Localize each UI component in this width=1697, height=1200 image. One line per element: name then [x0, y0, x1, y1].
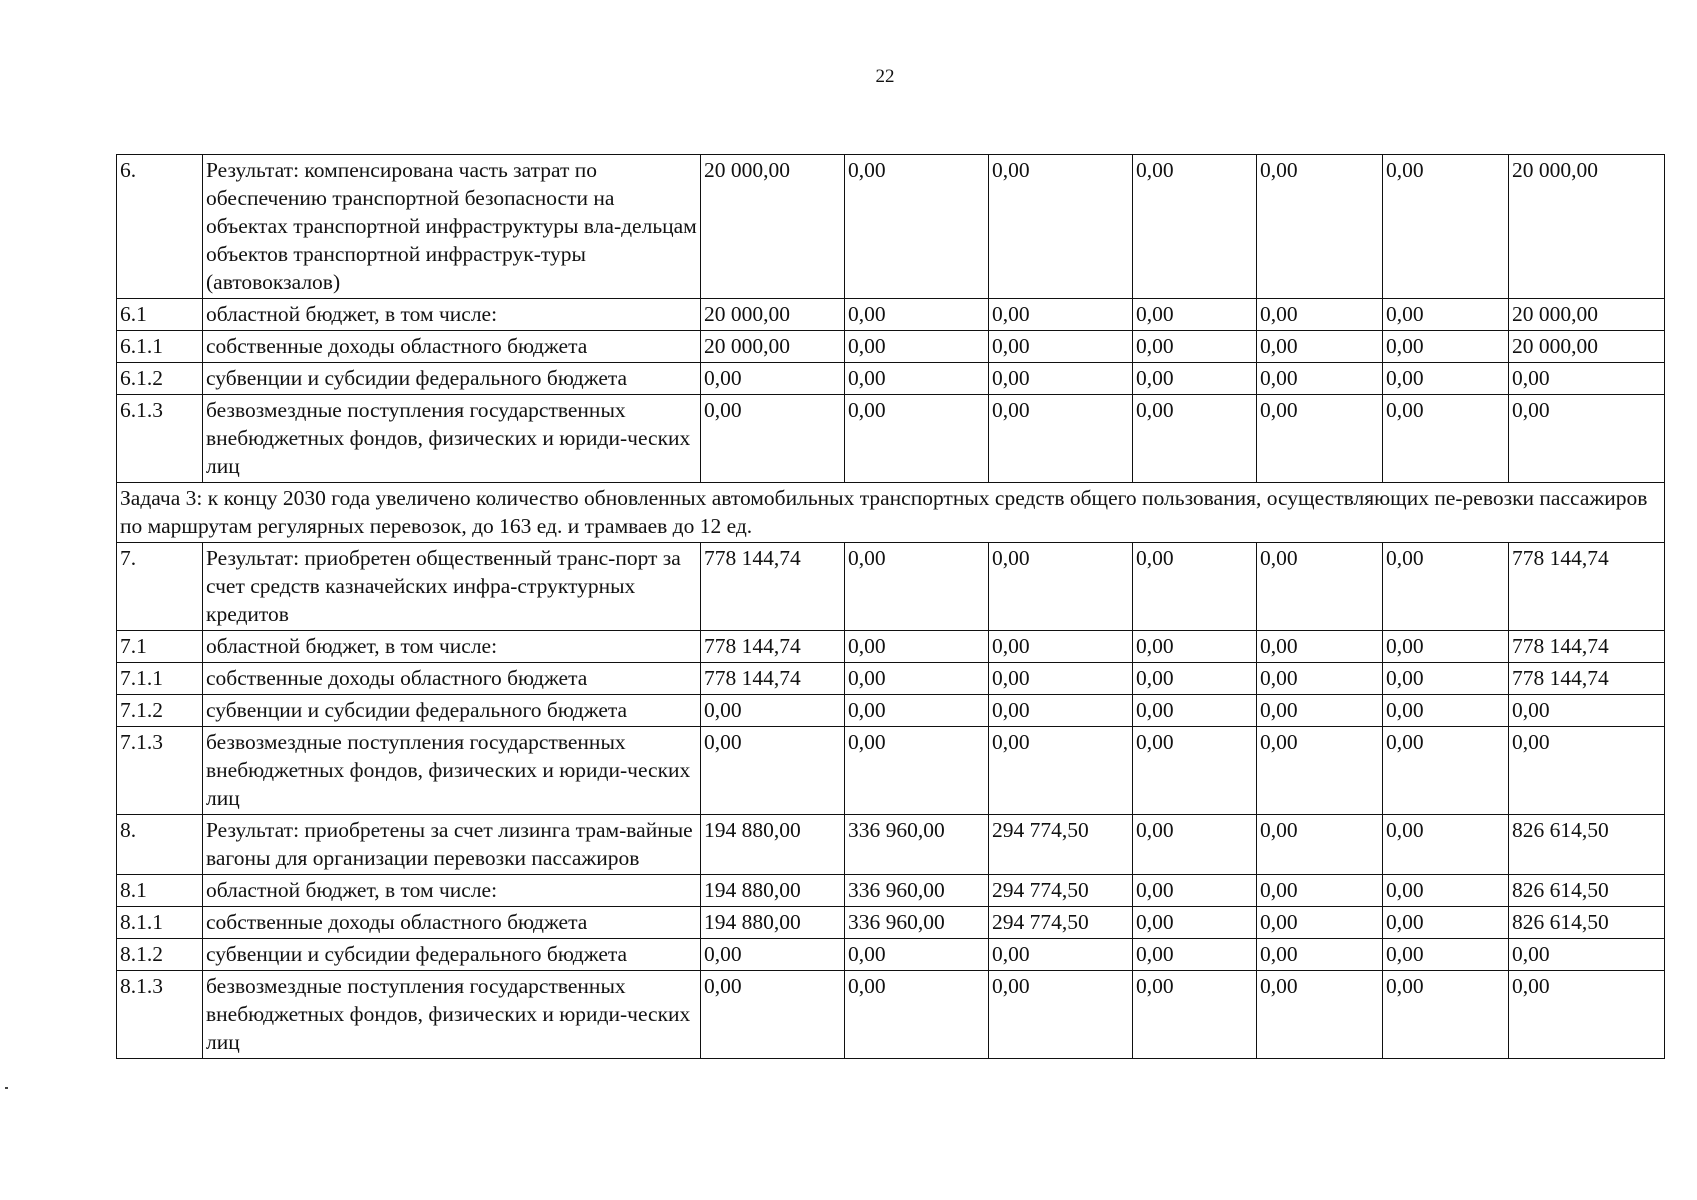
value-cell: 0,00: [1383, 155, 1509, 299]
value-cell: 0,00: [1257, 875, 1383, 907]
row-name: собственные доходы областного бюджета: [203, 331, 701, 363]
value-cell: 0,00: [1383, 363, 1509, 395]
value-cell: 0,00: [1383, 663, 1509, 695]
value-cell: 0,00: [845, 363, 989, 395]
value-cell: 0,00: [1383, 543, 1509, 631]
row-number: 7.1.1: [117, 663, 203, 695]
value-cell: 0,00: [1257, 363, 1383, 395]
row-number: 6.1.1: [117, 331, 203, 363]
row-number: 7.1.2: [117, 695, 203, 727]
table-row: [117, 395, 1665, 483]
value-cell: 0,00: [701, 971, 845, 1059]
table-row: [117, 815, 1665, 875]
value-cell: 0,00: [701, 363, 845, 395]
value-cell: 0,00: [1383, 299, 1509, 331]
row-name: областной бюджет, в том числе:: [203, 299, 701, 331]
value-cell: 0,00: [1383, 727, 1509, 815]
value-cell: 0,00: [1509, 363, 1665, 395]
value-cell: 0,00: [989, 363, 1133, 395]
value-cell: 0,00: [701, 395, 845, 483]
row-number: 8.1.3: [117, 971, 203, 1059]
value-cell: 0,00: [1257, 815, 1383, 875]
value-cell: 0,00: [1133, 395, 1257, 483]
value-cell: 0,00: [989, 155, 1133, 299]
value-cell: 0,00: [1509, 971, 1665, 1059]
value-cell: 0,00: [1133, 663, 1257, 695]
value-cell: 194 880,00: [701, 815, 845, 875]
value-cell: 294 774,50: [989, 815, 1133, 875]
value-cell: 0,00: [989, 331, 1133, 363]
value-cell: 0,00: [1257, 939, 1383, 971]
value-cell: 0,00: [989, 299, 1133, 331]
value-cell: 778 144,74: [701, 631, 845, 663]
value-cell: 826 614,50: [1509, 815, 1665, 875]
value-cell: 0,00: [845, 663, 989, 695]
value-cell: 20 000,00: [1509, 299, 1665, 331]
value-cell: 194 880,00: [701, 907, 845, 939]
budget-table: [116, 154, 1665, 1059]
value-cell: 0,00: [1133, 907, 1257, 939]
value-cell: 0,00: [1133, 331, 1257, 363]
value-cell: 0,00: [1257, 331, 1383, 363]
row-name: безвозмездные поступления государственных внебюджетных фондов, физических и юриди-ческих лиц: [203, 727, 701, 815]
value-cell: 0,00: [845, 155, 989, 299]
table-row: [117, 631, 1665, 663]
value-cell: 0,00: [1509, 695, 1665, 727]
value-cell: 0,00: [845, 727, 989, 815]
row-name: субвенции и субсидии федерального бюджета: [203, 695, 701, 727]
value-cell: 0,00: [1383, 939, 1509, 971]
value-cell: 336 960,00: [845, 875, 989, 907]
table-row: [117, 543, 1665, 631]
row-name: Результат: компенсирована часть затрат по обеспечению транспортной безопасности на объектах транспортной инфраструктуры вла-дельцам объектов транспортной инфраструк-туры (автовокзалов): [203, 155, 701, 299]
value-cell: 778 144,74: [1509, 543, 1665, 631]
row-number: 7.: [117, 543, 203, 631]
value-cell: 0,00: [1133, 695, 1257, 727]
value-cell: 0,00: [989, 727, 1133, 815]
table-row: [117, 155, 1665, 299]
value-cell: 0,00: [1133, 363, 1257, 395]
value-cell: 0,00: [1257, 907, 1383, 939]
value-cell: 0,00: [1383, 695, 1509, 727]
value-cell: 0,00: [1257, 727, 1383, 815]
value-cell: 0,00: [845, 299, 989, 331]
value-cell: 0,00: [1133, 299, 1257, 331]
value-cell: 0,00: [1257, 299, 1383, 331]
value-cell: 0,00: [989, 695, 1133, 727]
table-row: [117, 331, 1665, 363]
value-cell: 0,00: [701, 939, 845, 971]
value-cell: 0,00: [989, 939, 1133, 971]
row-name: Результат: приобретен общественный транс-порт за счет средств казначейских инфра-структурных кредитов: [203, 543, 701, 631]
table-row: [117, 727, 1665, 815]
value-cell: 0,00: [1133, 155, 1257, 299]
value-cell: 0,00: [1509, 727, 1665, 815]
row-number: 7.1.3: [117, 727, 203, 815]
value-cell: 0,00: [1257, 395, 1383, 483]
row-name: Результат: приобретены за счет лизинга трам-вайные вагоны для организации перевозки пассажиров: [203, 815, 701, 875]
value-cell: 0,00: [845, 395, 989, 483]
value-cell: 0,00: [1133, 543, 1257, 631]
row-number: 8.1.2: [117, 939, 203, 971]
table-row: [117, 695, 1665, 727]
value-cell: 20 000,00: [1509, 331, 1665, 363]
row-number: 6.1.3: [117, 395, 203, 483]
value-cell: 0,00: [701, 695, 845, 727]
value-cell: 0,00: [1133, 971, 1257, 1059]
value-cell: 20 000,00: [701, 331, 845, 363]
value-cell: 20 000,00: [701, 155, 845, 299]
row-number: 6.1: [117, 299, 203, 331]
value-cell: 0,00: [1257, 155, 1383, 299]
row-number: 7.1: [117, 631, 203, 663]
value-cell: 0,00: [989, 543, 1133, 631]
row-name: субвенции и субсидии федерального бюджета: [203, 939, 701, 971]
value-cell: 0,00: [1257, 631, 1383, 663]
value-cell: 826 614,50: [1509, 875, 1665, 907]
row-number: 8.1: [117, 875, 203, 907]
value-cell: 0,00: [845, 331, 989, 363]
value-cell: 0,00: [1133, 727, 1257, 815]
value-cell: 336 960,00: [845, 815, 989, 875]
value-cell: 336 960,00: [845, 907, 989, 939]
value-cell: 0,00: [1383, 395, 1509, 483]
value-cell: 0,00: [845, 631, 989, 663]
row-name: областной бюджет, в том числе:: [203, 875, 701, 907]
table-row: [117, 663, 1665, 695]
value-cell: 0,00: [989, 971, 1133, 1059]
value-cell: 0,00: [845, 543, 989, 631]
value-cell: 20 000,00: [1509, 155, 1665, 299]
row-number: 8.: [117, 815, 203, 875]
row-number: 6.1.2: [117, 363, 203, 395]
value-cell: 0,00: [989, 395, 1133, 483]
value-cell: 294 774,50: [989, 907, 1133, 939]
value-cell: 294 774,50: [989, 875, 1133, 907]
value-cell: 0,00: [1383, 907, 1509, 939]
value-cell: 194 880,00: [701, 875, 845, 907]
value-cell: 0,00: [1257, 543, 1383, 631]
value-cell: 0,00: [1383, 971, 1509, 1059]
value-cell: 0,00: [1509, 939, 1665, 971]
row-number: 6.: [117, 155, 203, 299]
row-name: безвозмездные поступления государственных внебюджетных фондов, физических и юриди-ческих лиц: [203, 395, 701, 483]
value-cell: 0,00: [989, 663, 1133, 695]
table-body: [117, 155, 1665, 1059]
value-cell: 0,00: [989, 631, 1133, 663]
value-cell: 0,00: [1257, 971, 1383, 1059]
task-row: [117, 483, 1665, 543]
value-cell: 0,00: [845, 695, 989, 727]
row-name: субвенции и субсидии федерального бюджета: [203, 363, 701, 395]
value-cell: 20 000,00: [701, 299, 845, 331]
table-row: [117, 875, 1665, 907]
row-number: 8.1.1: [117, 907, 203, 939]
page-number: 22: [875, 66, 895, 87]
value-cell: 0,00: [1383, 815, 1509, 875]
table-row: [117, 939, 1665, 971]
value-cell: 0,00: [845, 971, 989, 1059]
value-cell: 0,00: [1133, 875, 1257, 907]
value-cell: 778 144,74: [1509, 631, 1665, 663]
table-row: [117, 971, 1665, 1059]
value-cell: 0,00: [1383, 331, 1509, 363]
table-row: [117, 299, 1665, 331]
value-cell: 0,00: [1383, 875, 1509, 907]
row-name: безвозмездные поступления государственных внебюджетных фондов, физических и юриди-ческих лиц: [203, 971, 701, 1059]
row-name: собственные доходы областного бюджета: [203, 663, 701, 695]
value-cell: 778 144,74: [701, 663, 845, 695]
table-row: [117, 907, 1665, 939]
row-name: собственные доходы областного бюджета: [203, 907, 701, 939]
value-cell: 778 144,74: [701, 543, 845, 631]
value-cell: 0,00: [1133, 815, 1257, 875]
table-row: [117, 363, 1665, 395]
value-cell: 0,00: [1133, 631, 1257, 663]
value-cell: 0,00: [701, 727, 845, 815]
value-cell: 0,00: [1257, 695, 1383, 727]
value-cell: 0,00: [1383, 631, 1509, 663]
value-cell: 0,00: [845, 939, 989, 971]
row-name: областной бюджет, в том числе:: [203, 631, 701, 663]
value-cell: 0,00: [1509, 395, 1665, 483]
value-cell: 0,00: [1133, 939, 1257, 971]
value-cell: 778 144,74: [1509, 663, 1665, 695]
scan-mark: [5, 1087, 8, 1089]
value-cell: 0,00: [1257, 663, 1383, 695]
task-text: Задача 3: к концу 2030 года увеличено количество обновленных автомобильных транспортных средств общего пользования, осуществляющих пе-ревозки пассажиров по маршрутам регулярных перевозок, до 163 ед. и трамваев до 12 ед.: [117, 483, 1665, 543]
value-cell: 826 614,50: [1509, 907, 1665, 939]
